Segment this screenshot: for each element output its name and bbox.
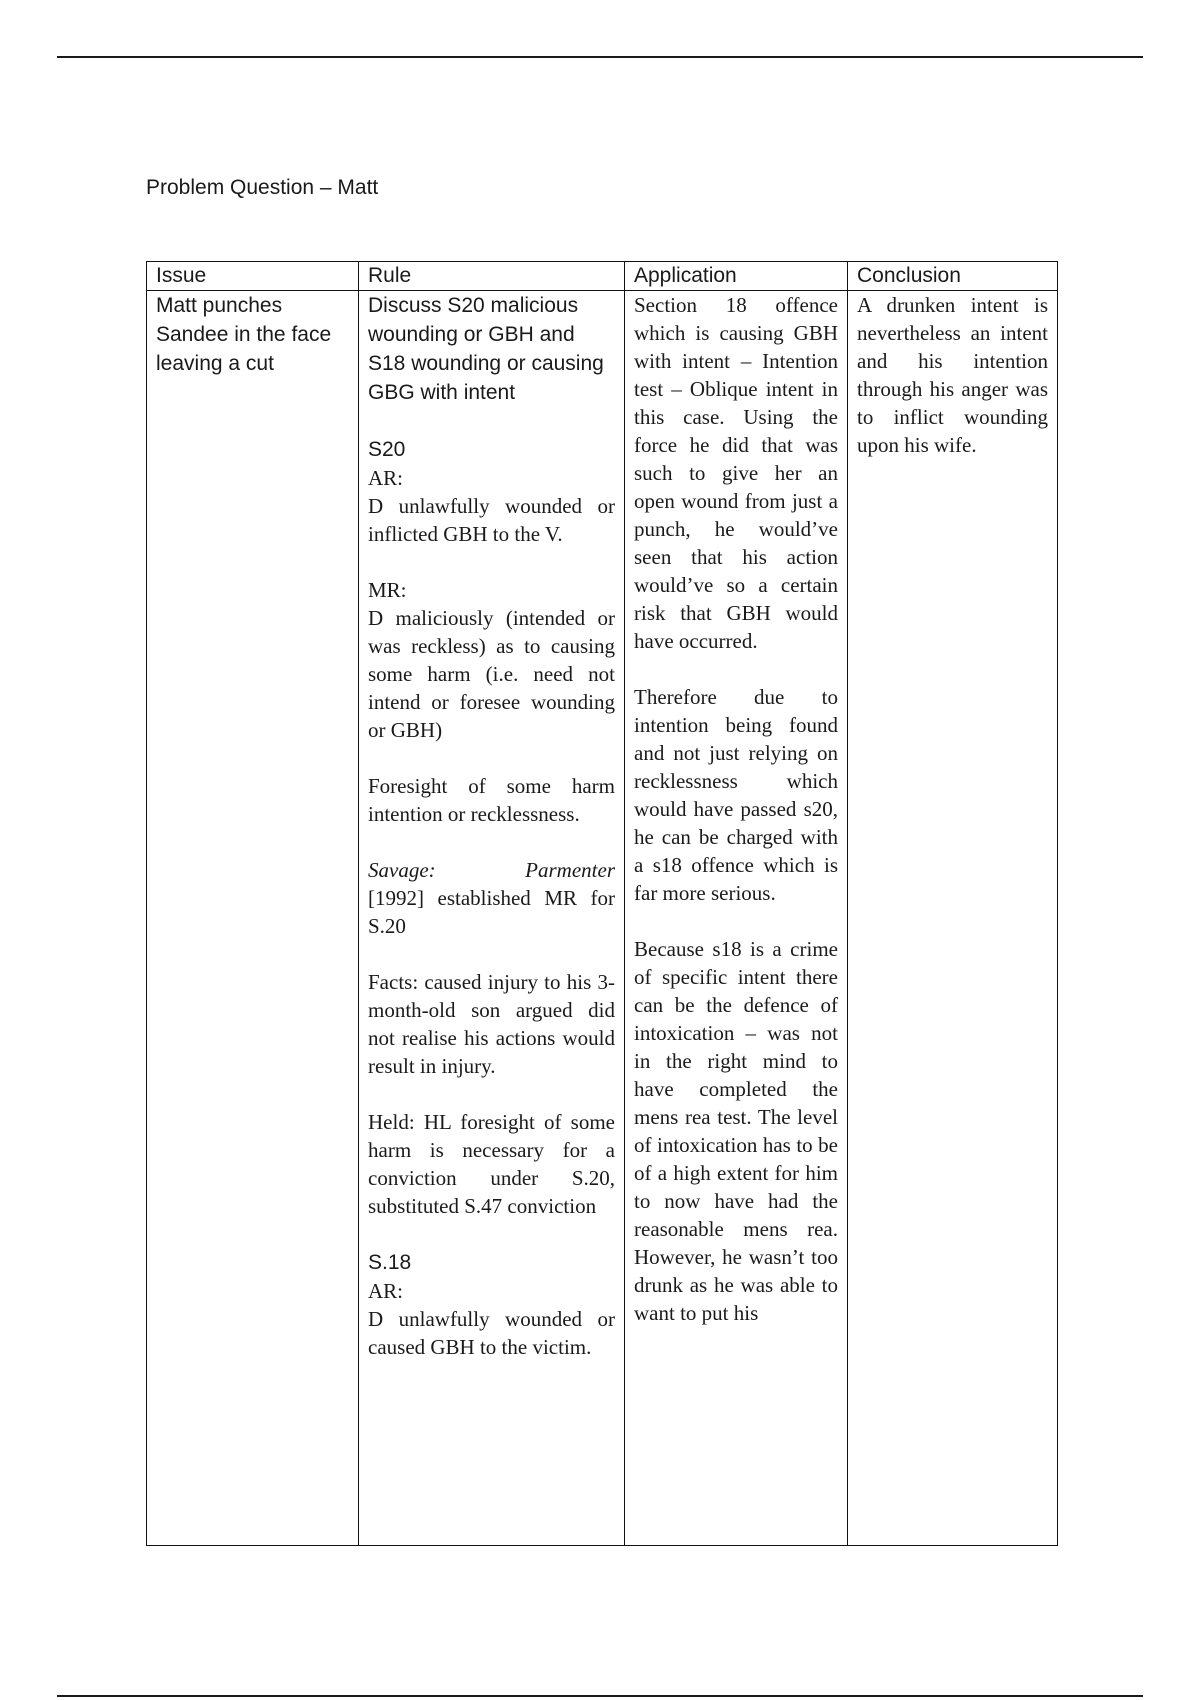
s20-ar-label: AR: xyxy=(368,466,404,490)
application-para-3: Because s18 is a crime of specific intent there can be the defence of intoxication – was not in the right mind to have completed the mens rea test. The level of intoxication has to be of a high extent for him to now have had the reasonable mens rea. However, he wasn’t too drunk as he was able to want to put his xyxy=(634,937,838,1325)
application-para-2: Therefore due to intention being found and not just relying on recklessness which would have passed s20, he can be charged with a s18 offence which is far more serious. xyxy=(634,685,838,905)
foresight-text: Foresight of some harm intention or recklessness. xyxy=(368,774,615,826)
case-rest: [1992] established MR for S.20 xyxy=(368,886,615,938)
case-name-1: Savage: xyxy=(368,858,436,882)
case-name-2: Parmenter xyxy=(525,858,615,882)
header-conclusion: Conclusion xyxy=(848,262,1058,291)
rule-intro: Discuss S20 malicious wounding or GBH and S18 wounding or causing GBG with intent xyxy=(368,294,604,404)
header-rule xyxy=(57,56,1143,58)
header-issue: Issue xyxy=(147,262,359,291)
case-citation xyxy=(368,856,615,940)
table-row xyxy=(147,291,1058,1546)
issue-text: Matt punches Sandee in the face leaving a cut xyxy=(156,294,332,375)
header-rule: Rule xyxy=(359,262,625,291)
rule-cell xyxy=(359,291,625,1546)
facts-text: Facts: caused injury to his 3-month-old son argued did not realise his actions would result in injury. xyxy=(368,970,615,1078)
s20-ar-text: D unlawfully wounded or inflicted GBH to the V. xyxy=(368,494,615,546)
s20-heading: S20 xyxy=(368,438,406,461)
application-content xyxy=(634,291,838,1545)
conclusion-text: A drunken intent is nevertheless an intent and his intention through his anger was to inflict wounding upon his wife. xyxy=(857,293,1048,457)
issue-cell xyxy=(147,291,359,1546)
header-application: Application xyxy=(625,262,848,291)
application-para-1: Section 18 offence which is causing GBH with intent – Intention test – Oblique intent in this case. Using the force he did that was such to give her an open wound from just a punch, he would’ve seen that his action would’ve so a certain risk that GBH would have occurred. xyxy=(634,293,838,653)
application-cell xyxy=(625,291,848,1546)
conclusion-cell xyxy=(848,291,1058,1546)
page-title: Problem Question – Matt xyxy=(146,176,379,199)
held-text: Held: HL foresight of some harm is necessary for a conviction under S.20, substituted S.47 conviction xyxy=(368,1110,615,1218)
s18-heading: S.18 xyxy=(368,1251,412,1274)
irac-table xyxy=(146,261,1058,1546)
s18-ar-label: AR: xyxy=(368,1279,404,1303)
s18-ar-text: D unlawfully wounded or caused GBH to the victim. xyxy=(368,1307,615,1359)
table-header-row xyxy=(147,262,1058,291)
footer-rule xyxy=(57,1695,1143,1697)
s20-mr-text: D maliciously (intended or was reckless) as to causing some harm (i.e. need not intend or foresee wounding or GBH) xyxy=(368,606,615,742)
s20-mr-label: MR: xyxy=(368,578,407,602)
